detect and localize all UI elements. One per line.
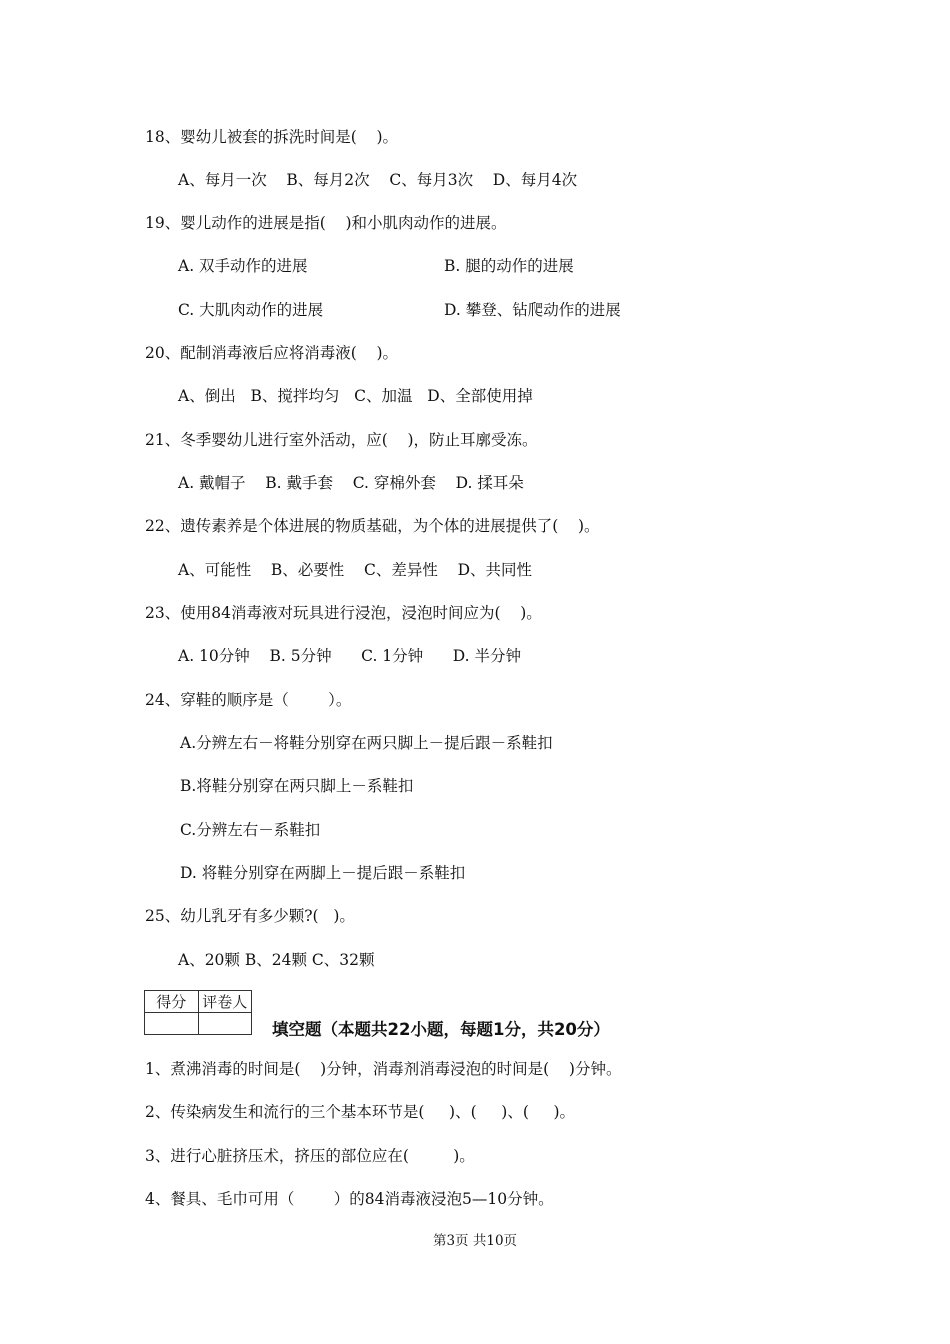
question-24: 24、穿鞋的顺序是（ ）。: [145, 691, 352, 709]
question-19-option-d: D. 攀登、钻爬动作的进展: [444, 301, 621, 319]
question-18-options: A、每月一次 B、每月2次 C、每月3次 D、每月4次: [178, 171, 578, 189]
fill-question-4: 4、餐具、毛巾可用（ ）的84消毒液浸泡5—10分钟。: [145, 1190, 554, 1208]
question-19-option-c: C. 大肌肉动作的进展: [178, 301, 324, 319]
question-19-option-a: A. 双手动作的进展: [178, 257, 308, 275]
question-25-options: A、20颗 B、24颗 C、32颗: [178, 951, 375, 969]
question-24-option-b: B.将鞋分别穿在两只脚上－系鞋扣: [180, 777, 414, 795]
question-20: 20、配制消毒液后应将消毒液( )。: [145, 344, 399, 362]
grader-label: 评卷人: [198, 991, 252, 1013]
fill-question-2: 2、传染病发生和流行的三个基本环节是( )、( )、( )。: [145, 1103, 576, 1121]
score-cell: [145, 1013, 199, 1035]
question-20-options: A、倒出 B、搅拌均匀 C、加温 D、全部使用掉: [178, 387, 533, 405]
question-19: 19、婴儿动作的进展是指( )和小肌肉动作的进展。: [145, 214, 507, 232]
page-footer: 第3页 共10页: [432, 1233, 518, 1249]
question-21: 21、冬季婴幼儿进行室外活动，应( )，防止耳廓受冻。: [145, 431, 538, 449]
question-24-option-a: A.分辨左右－将鞋分别穿在两只脚上－提后跟－系鞋扣: [180, 734, 553, 752]
question-23: 23、使用84消毒液对玩具进行浸泡，浸泡时间应为( )。: [145, 604, 542, 622]
question-23-options: A. 10分钟 B. 5分钟 C. 1分钟 D. 半分钟: [178, 647, 521, 665]
question-21-options: A. 戴帽子 B. 戴手套 C. 穿棉外套 D. 揉耳朵: [178, 474, 524, 492]
question-24-option-d: D. 将鞋分别穿在两脚上－提后跟－系鞋扣: [180, 864, 466, 882]
question-25: 25、幼儿乳牙有多少颗?( )。: [145, 907, 355, 925]
score-box: [144, 990, 252, 1035]
question-18: 18、婴幼儿被套的拆洗时间是( )。: [145, 128, 399, 146]
question-22: 22、遗传素养是个体进展的物质基础，为个体的进展提供了( )。: [145, 517, 600, 535]
fill-question-1: 1、煮沸消毒的时间是( )分钟，消毒剂消毒浸泡的时间是( )分钟。: [145, 1060, 622, 1078]
section-title: 填空题（本题共22小题，每题1分，共20分）: [272, 1020, 610, 1039]
fill-question-3: 3、进行心脏挤压术，挤压的部位应在( )。: [145, 1147, 475, 1165]
grader-cell: [198, 1013, 252, 1035]
question-19-option-b: B. 腿的动作的进展: [444, 257, 574, 275]
question-24-option-c: C.分辨左右－系鞋扣: [180, 821, 321, 839]
score-label: 得分: [145, 991, 199, 1013]
question-22-options: A、可能性 B、必要性 C、差异性 D、共同性: [178, 561, 532, 579]
